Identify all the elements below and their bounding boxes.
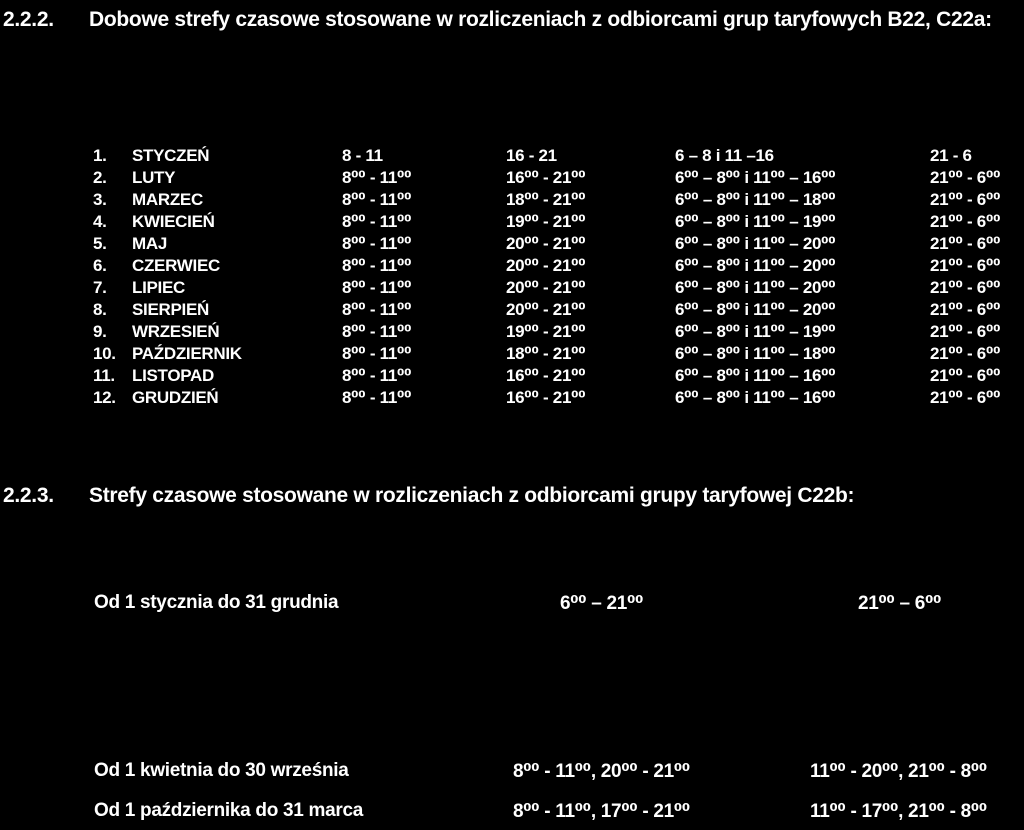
month-name: CZERWIEC xyxy=(132,256,220,275)
month-name: GRUDZIEŃ xyxy=(132,388,219,407)
month-name: LUTY xyxy=(132,168,176,187)
zone-1: 8⁰⁰ - 11⁰⁰ xyxy=(342,344,412,363)
zone-4: 21⁰⁰ - 6⁰⁰ xyxy=(930,344,1001,363)
zone-1: 8⁰⁰ - 11⁰⁰ xyxy=(342,234,412,253)
zone-3: 6⁰⁰ – 8⁰⁰ i 11⁰⁰ – 20⁰⁰ xyxy=(675,300,836,319)
row-number: 10. xyxy=(93,344,116,363)
zone-3: 6 – 8 i 11 –16 xyxy=(675,146,774,165)
zone-2: 16 - 21 xyxy=(506,146,557,165)
section-title: Dobowe strefy czasowe stosowane w rozliczeniach z odbiorcami grup taryfowych B22, C22a: xyxy=(89,8,992,31)
zone-2: 16⁰⁰ - 21⁰⁰ xyxy=(506,388,586,407)
zone-4: 21⁰⁰ - 6⁰⁰ xyxy=(930,278,1001,297)
zone-2: 20⁰⁰ - 21⁰⁰ xyxy=(506,256,586,275)
zone-2: 20⁰⁰ - 21⁰⁰ xyxy=(506,234,586,253)
zone-1: 8⁰⁰ - 11⁰⁰ xyxy=(342,168,412,187)
row-number: 2. xyxy=(93,168,107,187)
month-name: MARZEC xyxy=(132,190,203,209)
zone-2: 16⁰⁰ - 21⁰⁰ xyxy=(506,366,586,385)
zone-1: 8⁰⁰ - 11⁰⁰ xyxy=(342,278,412,297)
zone-2: 18⁰⁰ - 21⁰⁰ xyxy=(506,344,586,363)
zone-1: 8⁰⁰ - 11⁰⁰ xyxy=(342,322,412,341)
row-number: 4. xyxy=(93,212,107,231)
zone-3: 6⁰⁰ – 8⁰⁰ i 11⁰⁰ – 19⁰⁰ xyxy=(675,212,836,231)
period-zone-b: 11⁰⁰ - 17⁰⁰, 21⁰⁰ - 8⁰⁰ xyxy=(810,801,987,822)
zone-2: 19⁰⁰ - 21⁰⁰ xyxy=(506,322,586,341)
section-heading-2-2-2 xyxy=(3,8,992,32)
section-title: Strefy czasowe stosowane w rozliczeniach z odbiorcami grupy taryfowej C22b: xyxy=(89,484,855,507)
month-name: KWIECIEŃ xyxy=(132,212,215,231)
period-zone-a: 8⁰⁰ - 11⁰⁰, 20⁰⁰ - 21⁰⁰ xyxy=(513,761,690,782)
zone-2: 19⁰⁰ - 21⁰⁰ xyxy=(506,212,586,231)
month-name: LISTOPAD xyxy=(132,366,214,385)
zone-4: 21⁰⁰ - 6⁰⁰ xyxy=(930,366,1001,385)
zone-4: 21⁰⁰ - 6⁰⁰ xyxy=(930,190,1001,209)
zone-3: 6⁰⁰ – 8⁰⁰ i 11⁰⁰ – 18⁰⁰ xyxy=(675,190,836,209)
zone-3: 6⁰⁰ – 8⁰⁰ i 11⁰⁰ – 20⁰⁰ xyxy=(675,278,836,297)
zone-1: 8⁰⁰ - 11⁰⁰ xyxy=(342,256,412,275)
row-number: 6. xyxy=(93,256,107,275)
zone-1: 8⁰⁰ - 11⁰⁰ xyxy=(342,212,412,231)
period-zone-b: 11⁰⁰ - 20⁰⁰, 21⁰⁰ - 8⁰⁰ xyxy=(810,761,987,782)
zone-1: 8⁰⁰ - 11⁰⁰ xyxy=(342,190,412,209)
zone-3: 6⁰⁰ – 8⁰⁰ i 11⁰⁰ – 19⁰⁰ xyxy=(675,322,836,341)
zone-4: 21⁰⁰ - 6⁰⁰ xyxy=(930,322,1001,341)
row-number: 9. xyxy=(93,322,107,341)
zone-3: 6⁰⁰ – 8⁰⁰ i 11⁰⁰ – 18⁰⁰ xyxy=(675,344,836,363)
row-number: 12. xyxy=(93,388,116,407)
zone-4: 21⁰⁰ - 6⁰⁰ xyxy=(930,300,1001,319)
month-name: STYCZEŃ xyxy=(132,146,210,165)
row-number: 1. xyxy=(93,146,107,165)
period-zone-b: 21⁰⁰ – 6⁰⁰ xyxy=(858,593,942,614)
zone-4: 21⁰⁰ - 6⁰⁰ xyxy=(930,234,1001,253)
zone-1: 8⁰⁰ - 11⁰⁰ xyxy=(342,366,412,385)
zone-2: 20⁰⁰ - 21⁰⁰ xyxy=(506,278,586,297)
month-name: MAJ xyxy=(132,234,167,253)
zone-3: 6⁰⁰ – 8⁰⁰ i 11⁰⁰ – 16⁰⁰ xyxy=(675,168,836,187)
zone-3: 6⁰⁰ – 8⁰⁰ i 11⁰⁰ – 20⁰⁰ xyxy=(675,256,836,275)
row-number: 8. xyxy=(93,300,107,319)
row-number: 5. xyxy=(93,234,107,253)
zone-4: 21 - 6 xyxy=(930,146,972,165)
row-number: 3. xyxy=(93,190,107,209)
zone-2: 18⁰⁰ - 21⁰⁰ xyxy=(506,190,586,209)
section-number: 2.2.3. xyxy=(3,484,54,507)
period-label: Od 1 stycznia do 31 grudnia xyxy=(94,592,339,613)
period-zone-a: 8⁰⁰ - 11⁰⁰, 17⁰⁰ - 21⁰⁰ xyxy=(513,801,690,822)
month-name: SIERPIEŃ xyxy=(132,300,209,319)
period-label: Od 1 października do 31 marca xyxy=(94,800,364,821)
period-zone-a: 6⁰⁰ – 21⁰⁰ xyxy=(560,593,644,614)
section-number: 2.2.2. xyxy=(3,8,54,31)
zone-2: 20⁰⁰ - 21⁰⁰ xyxy=(506,300,586,319)
row-number: 7. xyxy=(93,278,107,297)
zone-4: 21⁰⁰ - 6⁰⁰ xyxy=(930,256,1001,275)
row-number: 11. xyxy=(93,366,115,385)
zone-3: 6⁰⁰ – 8⁰⁰ i 11⁰⁰ – 16⁰⁰ xyxy=(675,388,836,407)
section-heading-2-2-3 xyxy=(3,484,854,508)
zone-1: 8⁰⁰ - 11⁰⁰ xyxy=(342,388,412,407)
zone-3: 6⁰⁰ – 8⁰⁰ i 11⁰⁰ – 20⁰⁰ xyxy=(675,234,836,253)
zone-3: 6⁰⁰ – 8⁰⁰ i 11⁰⁰ – 16⁰⁰ xyxy=(675,366,836,385)
month-name: PAŹDZIERNIK xyxy=(132,344,242,363)
zone-2: 16⁰⁰ - 21⁰⁰ xyxy=(506,168,586,187)
zone-4: 21⁰⁰ - 6⁰⁰ xyxy=(930,168,1001,187)
zone-1: 8 - 11 xyxy=(342,146,383,165)
month-name: WRZESIEŃ xyxy=(132,322,220,341)
zone-4: 21⁰⁰ - 6⁰⁰ xyxy=(930,388,1001,407)
period-label: Od 1 kwietnia do 30 września xyxy=(94,760,349,781)
zone-1: 8⁰⁰ - 11⁰⁰ xyxy=(342,300,412,319)
month-name: LIPIEC xyxy=(132,278,185,297)
zone-4: 21⁰⁰ - 6⁰⁰ xyxy=(930,212,1001,231)
